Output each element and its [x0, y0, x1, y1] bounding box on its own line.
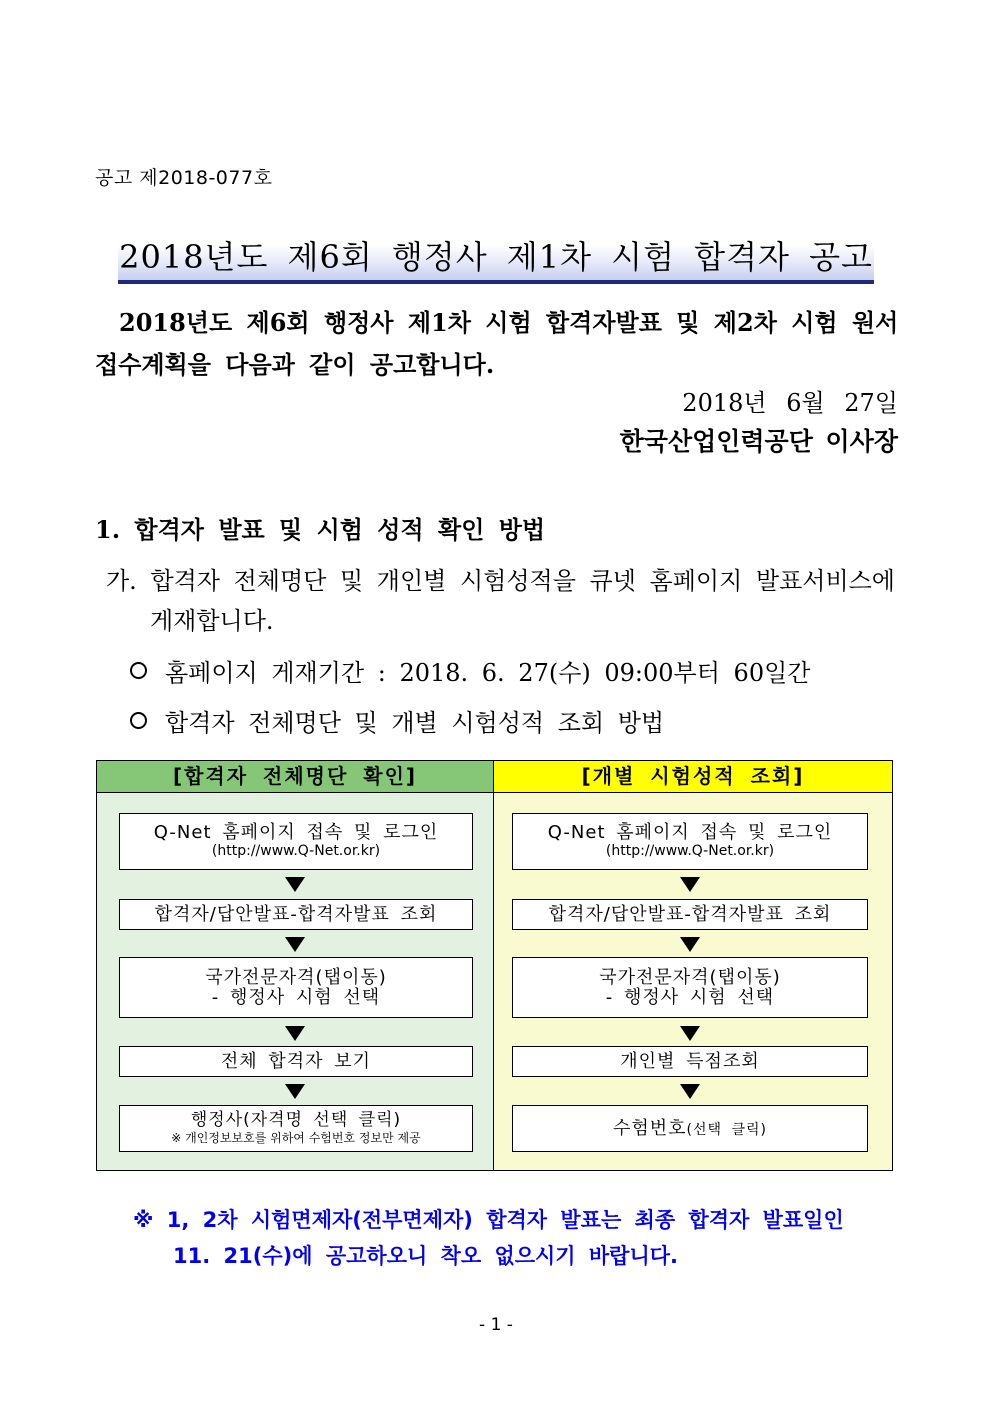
- note-line-2: 11. 21(수)에 공고하오니 착오 없으시기 바랍니다.: [173, 1244, 679, 1268]
- step-text: Q-Net 홈페이지 접속 및 로그인: [547, 822, 833, 843]
- arrow-down-icon: [680, 877, 700, 892]
- title-banner: [118, 226, 874, 284]
- notice-number: 공고 제2018-077호: [95, 167, 273, 189]
- notice-date: 2018년 6월 27일: [682, 389, 898, 417]
- arrow-down-icon: [285, 937, 305, 952]
- flow-right-step-2: [512, 899, 868, 930]
- flow-right-step-5: [512, 1105, 868, 1152]
- note-line-1: ※ 1, 2차 시험면제자(전부면제자) 합격자 발표는 최종 합격자 발표일인: [133, 1208, 844, 1232]
- page-title: 2018년도 제6회 행정사 제1차 시험 합격자 공고: [119, 238, 873, 276]
- step-note: ※ 개인정보보호를 위하여 수험번호 정보만 제공: [171, 1131, 421, 1145]
- section-1-heading: 1. 합격자 발표 및 시험 성적 확인 방법: [95, 515, 546, 544]
- page-number: - 1 -: [479, 1315, 513, 1335]
- item-ga: [106, 561, 896, 641]
- intro-paragraph: [95, 302, 900, 386]
- bullet-posting-period: [130, 653, 810, 688]
- flow-right-step-1: [512, 813, 868, 870]
- exemption-note: [133, 1202, 898, 1274]
- item-ga-line-1: 가. 합격자 전체명단 및 개인별 시험성적을 큐넷 홈페이지 발표서비스에: [106, 567, 895, 595]
- flow-right-header: [개별 시험성적 조회]: [494, 761, 892, 793]
- step-text: 전체 합격자 보기: [220, 1050, 372, 1072]
- flow-right-step-3: [512, 957, 868, 1018]
- step-url: (http://www.Q-Net.or.kr): [211, 843, 381, 859]
- step-text: [513, 1119, 867, 1139]
- flow-left-step-3: [119, 957, 473, 1018]
- intro-line-2: 접수계획을 다음과 같이 공고합니다.: [95, 350, 495, 379]
- step-text: - 행정사 시험 선택: [211, 986, 381, 1008]
- flow-left-header: [합격자 전체명단 확인]: [97, 761, 493, 793]
- step-main: 수험번호: [612, 1117, 687, 1139]
- step-text: 합격자/답안발표-합격자발표 조회: [154, 903, 438, 925]
- arrow-down-icon: [680, 937, 700, 952]
- bullet-2-text: 합격자 전체명단 및 개별 시험성적 조회 방법: [165, 709, 665, 737]
- bullet-lookup-method: [130, 703, 664, 738]
- arrow-down-icon: [285, 1026, 305, 1041]
- bullet-1-text: 홈페이지 게재기간 : 2018. 6. 27(수) 09:00부터 60일간: [165, 659, 811, 687]
- arrow-down-icon: [680, 1084, 700, 1099]
- lookup-flow-table: [96, 760, 893, 1171]
- step-text: 국가전문자격(탭이동): [599, 966, 781, 988]
- step-url: (http://www.Q-Net.or.kr): [605, 843, 775, 859]
- arrow-down-icon: [285, 1084, 305, 1099]
- item-ga-line-2: 게재합니다.: [150, 607, 274, 635]
- step-text: 개인별 득점조회: [620, 1050, 760, 1072]
- step-sub: (선택 클릭): [686, 1121, 768, 1138]
- arrow-down-icon: [680, 1026, 700, 1041]
- flow-left-step-5: [119, 1105, 473, 1152]
- flow-left-step-1: [119, 813, 473, 870]
- flow-left-step-2: [119, 899, 473, 930]
- flow-right-step-4: [512, 1046, 868, 1077]
- step-text: 국가전문자격(탭이동): [205, 966, 387, 988]
- circle-bullet-icon: [130, 712, 147, 729]
- issuer: 한국산업인력공단 이사장: [619, 427, 898, 456]
- circle-bullet-icon: [130, 662, 147, 679]
- step-text: Q-Net 홈페이지 접속 및 로그인: [153, 822, 439, 843]
- flow-column-individual-score: [494, 761, 892, 1170]
- step-text: - 행정사 시험 선택: [605, 986, 775, 1008]
- arrow-down-icon: [285, 877, 305, 892]
- flow-column-all-passers: [97, 761, 494, 1170]
- intro-line-1: 2018년도 제6회 행정사 제1차 시험 합격자발표 및 제2차 시험 원서: [119, 308, 899, 337]
- step-text: 합격자/답안발표-합격자발표 조회: [548, 903, 832, 925]
- flow-left-step-4: [119, 1046, 473, 1077]
- step-text: 행정사(자격명 선택 클릭): [190, 1110, 402, 1130]
